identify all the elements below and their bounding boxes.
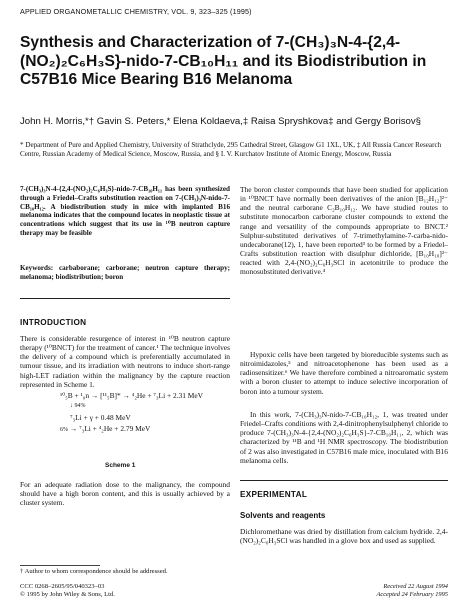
- author-list: John H. Morris,*† Gavin S. Peters,* Elena Koldaeva,‡ Raisa Spryshkova‡ and Gergy Borisov§: [20, 116, 422, 127]
- scheme-branch-94: ↓ 94%: [70, 403, 86, 409]
- introduction-heading: INTRODUCTION: [20, 318, 87, 327]
- right-paragraph-3: In this work, 7-(CH₃)₃N-nido-7-CB₁₀H₁₂, 1, was treated under Friedel–Crafts conditions with 2,4-dinitrophenylsulphenyl chloride to produce 7-(CH₃)₃N-4-{2,4-(NO₂)₂C₆H₃S}-7-CB₁₀H₁₁, 2, which was characterized by ¹¹B and ¹H NMR spectroscopy. The biodistribution of 2 was also investigated in C57B16 male mice, inoculated with B16 melanoma cells.: [240, 410, 448, 465]
- received-dates: [340, 583, 448, 599]
- scheme-line-3: ⁷₃Li + ⁴₂He + 2.79 MeV: [79, 424, 151, 433]
- solvents-heading: Solvents and reagents: [240, 511, 326, 520]
- intro-paragraph-2: For an adequate radiation dose to the malignancy, the compound should have a high boron content, and this is usually achieved by a cluster system.: [20, 480, 230, 508]
- received-date: Received 22 August 1994: [383, 583, 448, 590]
- abstract: 7-(CH₃)₃N-4-{2,4-(NO₂)₂C₆H₃S}-nido-7-CB₁₀H₁₁ has been synthesized through a Friedel–Crafts substitution reaction on 7-(CH₃)₃N-nido-7-CB₁₀H₁₂. A biodistribution study in mice with implanted B16 melanoma indicates that the compound locates in neoplastic tissue at concentrations which suggest that its use in ¹⁰B neutron capture therapy may be feasible: [20, 185, 230, 237]
- affiliations: * Department of Pure and Applied Chemistry, University of Strathclyde, 295 Cathedral Street, Glasgow G1 1XL, UK, ‡ All Russia Cancer Research Centre, Russian Academy of Medical Science, Moscow, Russia, and § I. V. Kurchatov Institute of Atomic Energy, Moscow, Russia: [20, 141, 442, 159]
- right-paragraph-2: Hypoxic cells have been targeted by bioreducible systems such as nitroimidazoles,⁵ and nitroacetophenone has been used as a radiosensitizer.⁶ We have therefore combined a nitroaromatic system with a boron cluster to attempt to induce selective incorporation of boron into a tumour system.: [240, 350, 448, 396]
- experimental-heading: EXPERIMENTAL: [240, 490, 308, 499]
- solvents-paragraph: Dichloromethane was dried by distillation from calcium hydride. 2,4-(NO₂)₂C₆H₃SCl was handled in a glove box and used as supplied.: [240, 527, 448, 546]
- copyright-notice: © 1995 by John Wiley & Sons, Ltd.: [20, 591, 115, 598]
- ccc-code: CCC 0268–2605/95/040323–03: [20, 583, 105, 590]
- journal-header: APPLIED ORGANOMETALLIC CHEMISTRY, VOL. 9, 323–325 (1995): [20, 7, 252, 16]
- footnote: † Author to whom correspondence should be addressed.: [20, 568, 168, 575]
- scheme-line-1: ¹⁰₅B + ¹₀n → [¹¹₅B]* → ⁴₂He + ⁷₃Li + 2.31 MeV: [60, 391, 203, 400]
- down-arrow-icon: ↓: [70, 403, 73, 409]
- scheme-label: Scheme 1: [105, 462, 136, 469]
- intro-paragraph: There is considerable resurgence of interest in ¹⁰B neutron capture therapy (¹⁰BNCT) for the treatment of cancer.¹ The technique involves the delivery of a compound which is preferentially accumulated in tumour tissue, and its irradiation with neutrons to induce short-range high-LET radiation within the malignancy by the capture reaction represented in Scheme 1.: [20, 334, 230, 389]
- keywords: Keywords: carbaborane; carborane; neutron capture therapy; melanoma; biodistribution; boron: [20, 264, 230, 281]
- scheme-line-2: ⁷₃Li + γ + 0.48 MeV: [70, 413, 131, 422]
- section-rule: [20, 298, 230, 299]
- article-title: Synthesis and Characterization of 7-(CH₃)₃N-4-{2,4-(NO₂)₂C₆H₃S}-nido-7-CB₁₀H₁₁ and its Biodistribution in C57B16 Mice Bearing B16 Melanoma: [20, 34, 427, 88]
- scheme-branch-6: 6% → ⁷₃Li + ⁴₂He + 2.79 MeV: [60, 424, 151, 433]
- right-paragraph-1: The boron cluster compounds that have been studied for application in ¹⁰BNCT have normally been derivatives of the anion [B₁₂H₁₂]²⁻ and the neutral carborane C₂B₁₀H₁₂. We have studied routes to substitute monocarbon carborane cluster compounds to extend the range and versatility of the compounds appropriate to BNCT.² Sulphur-substituted derivatives of 7-trimethylamine-7-carba-nido-undecaborane(12), 1, have been reported³ to be formed by a Friedel–Crafts substitution reaction with disulphur dichloride, [B₁₀H₁₀]²⁻ reacted with 2,4-(NO₂)₂C₆H₃SCl in acetonitrile to produce the monosubstituted derivative.⁴: [240, 185, 448, 277]
- right-arrow-icon: →: [69, 424, 78, 433]
- footnote-rule: [20, 565, 100, 566]
- accepted-date: Accepted 24 February 1995: [376, 591, 448, 598]
- copyright-block: [20, 583, 115, 599]
- section-rule-right: [240, 480, 448, 481]
- scheme-1: [60, 390, 220, 436]
